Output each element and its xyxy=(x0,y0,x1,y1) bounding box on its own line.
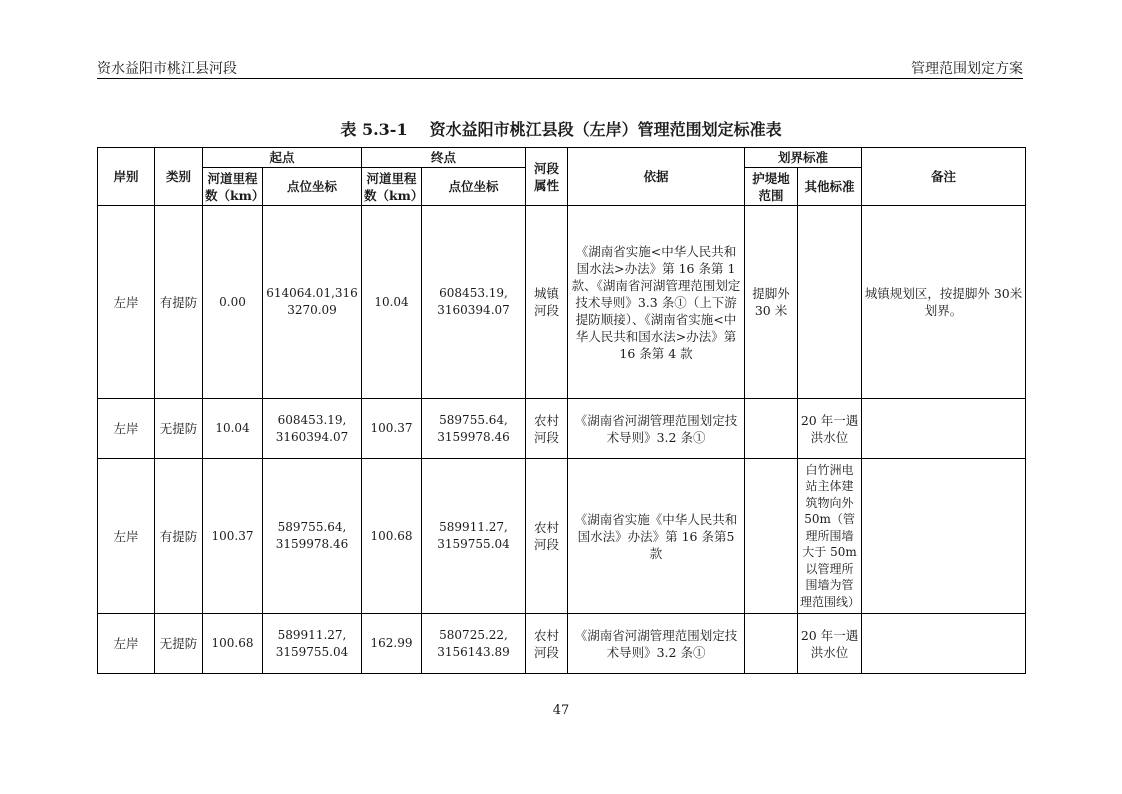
table-row xyxy=(98,459,1026,614)
header-note: 备注 xyxy=(862,148,1026,206)
cell-other: 20 年一遇洪水位 xyxy=(798,399,862,459)
cell-note xyxy=(862,614,1026,674)
table-row xyxy=(98,206,1026,399)
cell-land: 提脚外30 米 xyxy=(745,206,798,399)
cell-other: 20 年一遇洪水位 xyxy=(798,614,862,674)
table-row xyxy=(98,614,1026,674)
standards-table xyxy=(97,147,1026,674)
table-row xyxy=(98,399,1026,459)
cell-attr: 农村河段 xyxy=(526,614,568,674)
header-end-km: 河道里程数（km） xyxy=(362,168,422,206)
header-bank: 岸别 xyxy=(98,148,155,206)
header-start-coord: 点位坐标 xyxy=(263,168,362,206)
cell-attr: 农村河段 xyxy=(526,399,568,459)
header-std: 划界标准 xyxy=(745,148,862,168)
cell-basis: 《湖南省河湖管理范围划定技术导则》3.2 条① xyxy=(568,399,745,459)
header-std-land: 护堤地范围 xyxy=(745,168,798,206)
cell-category: 无提防 xyxy=(155,614,203,674)
cell-end-km: 10.04 xyxy=(362,206,422,399)
cell-start-coord: 589911.27, 3159755.04 xyxy=(263,614,362,674)
header-start: 起点 xyxy=(203,148,362,168)
cell-bank: 左岸 xyxy=(98,614,155,674)
cell-land xyxy=(745,399,798,459)
cell-basis: 《湖南省河湖管理范围划定技术导则》3.2 条① xyxy=(568,614,745,674)
cell-land xyxy=(745,614,798,674)
header-std-other: 其他标准 xyxy=(798,168,862,206)
cell-basis: 《湖南省实施《中华人民共和国水法》办法》第 16 条第5 款 xyxy=(568,459,745,614)
header-end-coord: 点位坐标 xyxy=(422,168,526,206)
cell-other: 白竹洲电站主体建筑物向外50m（管理所围墙大于 50m 以管理所围墙为管理范围线） xyxy=(798,459,862,614)
cell-start-km: 10.04 xyxy=(203,399,263,459)
cell-land xyxy=(745,459,798,614)
cell-end-km: 162.99 xyxy=(362,614,422,674)
cell-category: 无提防 xyxy=(155,399,203,459)
cell-end-coord: 608453.19, 3160394.07 xyxy=(422,206,526,399)
cell-end-coord: 580725.22, 3156143.89 xyxy=(422,614,526,674)
cell-note xyxy=(862,459,1026,614)
cell-category: 有提防 xyxy=(155,459,203,614)
table-title xyxy=(0,117,1122,140)
cell-category: 有提防 xyxy=(155,206,203,399)
cell-basis: 《湖南省实施<中华人民共和国水法>办法》第 16 条第 1 款、《湖南省河湖管理范围划定技术导则》3.3 条①（上下游提防顺接）、《湖南省实施<中华人民共和国水法>办法》第 16 条第 4 款 xyxy=(568,206,745,399)
running-header-left: 资水益阳市桃江县河段 xyxy=(97,61,237,77)
header-basis: 依据 xyxy=(568,148,745,206)
running-header-right: 管理范围划定方案 xyxy=(911,61,1023,77)
cell-bank: 左岸 xyxy=(98,459,155,614)
table-caption: 资水益阳市桃江县段（左岸）管理范围划定标准表 xyxy=(429,120,782,139)
cell-end-coord: 589911.27, 3159755.04 xyxy=(422,459,526,614)
page-number: 47 xyxy=(552,703,570,718)
cell-start-coord: 614064.01,3163270.09 xyxy=(263,206,362,399)
cell-start-km: 100.68 xyxy=(203,614,263,674)
cell-note xyxy=(862,399,1026,459)
cell-bank: 左岸 xyxy=(98,206,155,399)
cell-end-km: 100.37 xyxy=(362,399,422,459)
cell-end-coord: 589755.64, 3159978.46 xyxy=(422,399,526,459)
header-attr: 河段属性 xyxy=(526,148,568,206)
cell-attr: 农村河段 xyxy=(526,459,568,614)
header-end: 终点 xyxy=(362,148,526,168)
cell-attr: 城镇河段 xyxy=(526,206,568,399)
cell-other xyxy=(798,206,862,399)
header-category: 类别 xyxy=(155,148,203,206)
cell-end-km: 100.68 xyxy=(362,459,422,614)
cell-start-coord: 589755.64, 3159978.46 xyxy=(263,459,362,614)
cell-bank: 左岸 xyxy=(98,399,155,459)
table-number: 表 5.3-1 xyxy=(340,120,408,139)
cell-start-km: 100.37 xyxy=(203,459,263,614)
cell-start-coord: 608453.19, 3160394.07 xyxy=(263,399,362,459)
cell-note: 城镇规划区，按提脚外 30米划界。 xyxy=(862,206,1026,399)
header-rule xyxy=(97,78,1023,79)
header-start-km: 河道里程数（km） xyxy=(203,168,263,206)
cell-start-km: 0.00 xyxy=(203,206,263,399)
